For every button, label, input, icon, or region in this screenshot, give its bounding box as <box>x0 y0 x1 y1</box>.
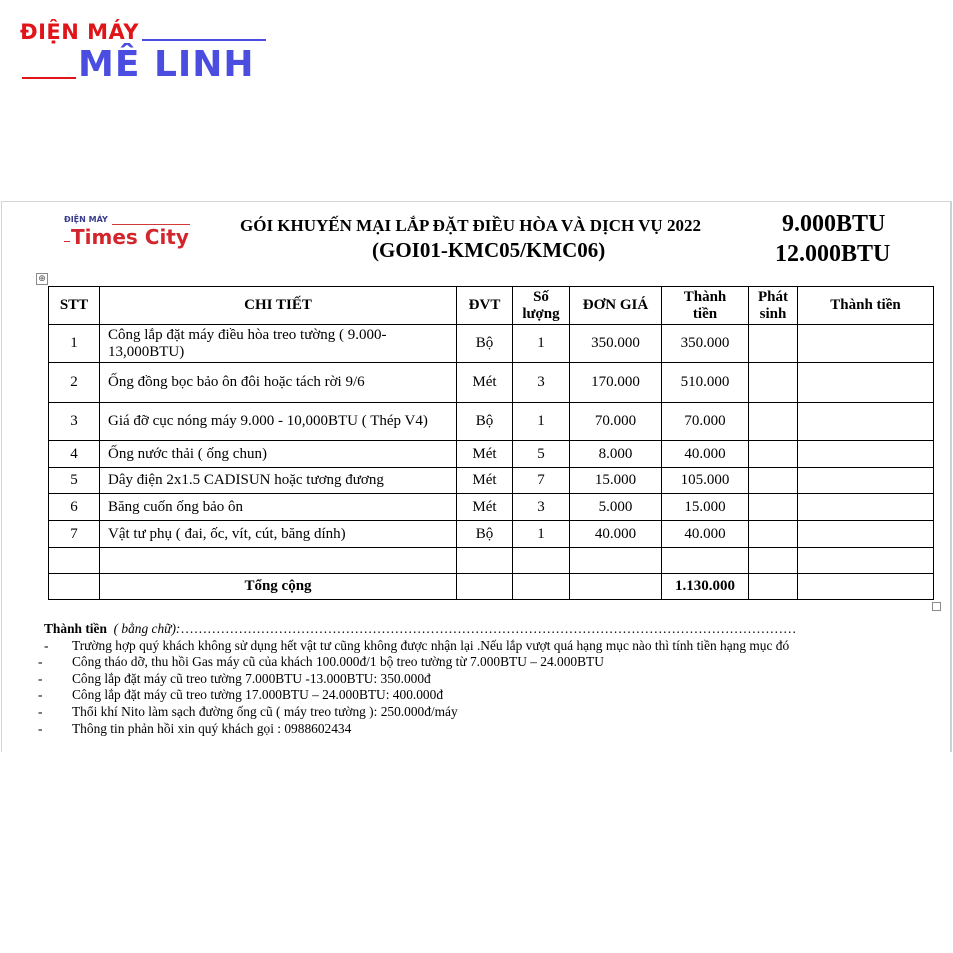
document-title: GÓI KHUYẾN MẠI LẮP ĐẶT ĐIỀU HÒA VÀ DỊCH VỤ 2022 <box>240 216 701 235</box>
cell-price: 170.000 <box>570 363 662 403</box>
cell-total <box>798 363 934 403</box>
cell-unit: Mét <box>457 441 513 468</box>
cell-price: 5.000 <box>570 494 662 521</box>
cell-extra <box>749 403 798 441</box>
table-row <box>49 363 934 403</box>
table-row <box>49 468 934 494</box>
cell-qty: 7 <box>513 468 570 494</box>
times-city-logo-text: Times City <box>71 225 189 249</box>
cell-unit: Bộ <box>457 403 513 441</box>
cell-unit: Bộ <box>457 521 513 548</box>
cell-total <box>798 494 934 521</box>
note-item: - Thổi khí Nito làm sạch đường ống cũ ( máy treo tường ): 250.000đ/máy <box>38 703 458 719</box>
times-city-logo-big <box>64 225 189 249</box>
table-resize-handle-icon[interactable] <box>932 602 941 611</box>
cell-stt: 2 <box>49 363 100 403</box>
cell-detail: Ống nước thải ( ống chun) <box>100 441 457 468</box>
cell-extra <box>749 521 798 548</box>
cell-stt: 4 <box>49 441 100 468</box>
cell-qty: 1 <box>513 325 570 363</box>
header-unit: ĐVT <box>457 287 513 325</box>
note-item: - Thông tin phản hồi xin quý khách gọi : 0988602434 <box>38 720 352 736</box>
cell-price: 70.000 <box>570 403 662 441</box>
table-row <box>49 521 934 548</box>
cell-extra <box>749 325 798 363</box>
header-qty: Số lượng <box>513 287 570 325</box>
brand-rule-red <box>22 77 76 79</box>
table-total-row <box>49 574 934 600</box>
times-city-logo-small: ĐIỆN MÁY <box>64 215 108 224</box>
table-row <box>49 441 934 468</box>
table-row <box>49 403 934 441</box>
cell-price: 8.000 <box>570 441 662 468</box>
cell-extra <box>749 363 798 403</box>
cell-detail: Ống đồng bọc bảo ôn đôi hoặc tách rời 9/6 <box>100 363 457 403</box>
cell-total <box>798 441 934 468</box>
cell-detail: Giá đỡ cục nóng máy 9.000 - 10,000BTU ( Thép V4) <box>100 403 457 441</box>
header-total: Thành tiền <box>798 287 934 325</box>
cell-total <box>798 325 934 363</box>
cell-extra <box>749 468 798 494</box>
table-header-row <box>49 287 934 325</box>
table-move-handle-icon[interactable]: ⊕ <box>36 273 48 285</box>
items-table <box>48 286 934 600</box>
cell-amount: 350.000 <box>662 325 749 363</box>
table-row-empty <box>49 548 934 574</box>
cell-unit: Mét <box>457 494 513 521</box>
btu-label-1: 9.000BTU <box>782 211 886 237</box>
cell-total <box>798 403 934 441</box>
brand-line2: MÊ LINH <box>78 44 255 85</box>
header-price: ĐƠN GIÁ <box>570 287 662 325</box>
cell-price: 15.000 <box>570 468 662 494</box>
note-item: - Công lắp đặt máy cũ treo tường 7.000BTU -13.000BTU: 350.000đ <box>38 670 431 686</box>
cell-qty: 3 <box>513 363 570 403</box>
amount-in-words: Thành tiền ( bằng chữ):………………………………………………………………………………………………………………………… <box>44 621 797 636</box>
cell-unit: Mét <box>457 468 513 494</box>
cell-total <box>798 468 934 494</box>
brand-logo <box>20 20 280 90</box>
cell-stt: 6 <box>49 494 100 521</box>
cell-stt: 3 <box>49 403 100 441</box>
document-code: (GOI01-KMC05/KMC06) <box>372 238 606 262</box>
header-stt: STT <box>49 287 100 325</box>
cell-amount: 40.000 <box>662 441 749 468</box>
cell-price: 350.000 <box>570 325 662 363</box>
cell-amount: 510.000 <box>662 363 749 403</box>
cell-qty: 5 <box>513 441 570 468</box>
note-item: - Công tháo dỡ, thu hồi Gas máy cũ của khách 100.000đ/1 bộ treo tường từ 7.000BTU – 24.000BTU <box>38 654 604 670</box>
header-extra: Phát sinh <box>749 287 798 325</box>
times-city-logo <box>64 215 194 255</box>
cell-qty: 3 <box>513 494 570 521</box>
cell-stt: 1 <box>49 325 100 363</box>
cell-stt: 5 <box>49 468 100 494</box>
cell-detail: Vật tư phụ ( đai, ốc, vít, cút, băng dính) <box>100 521 457 548</box>
brand-rule-blue <box>142 39 266 41</box>
cell-amount: 70.000 <box>662 403 749 441</box>
cell-detail: Dây điện 2x1.5 CADISUN hoặc tương đương <box>100 468 457 494</box>
cell-qty: 1 <box>513 403 570 441</box>
total-label: Tổng cộng <box>100 574 457 600</box>
table-row <box>49 325 934 363</box>
cell-qty: 1 <box>513 521 570 548</box>
btu-label-2: 12.000BTU <box>775 241 891 267</box>
cell-extra <box>749 441 798 468</box>
note-item: - Công lắp đặt máy cũ treo tường 17.000BTU – 24.000BTU: 400.000đ <box>38 687 444 703</box>
table-row <box>49 494 934 521</box>
cell-detail: Công lắp đặt máy điều hòa treo tường ( 9.000- 13,000BTU) <box>100 325 457 363</box>
header-amount: Thành tiền <box>662 287 749 325</box>
cell-stt: 7 <box>49 521 100 548</box>
cell-total <box>798 521 934 548</box>
cell-detail: Băng cuốn ống bảo ôn <box>100 494 457 521</box>
cell-amount: 15.000 <box>662 494 749 521</box>
note-item: - Trường hợp quý khách không sử dụng hết vật tư cũng không được nhận lại .Nếu lắp vượt quá hạng mục nào thì tính tiền hạng mục đó <box>44 637 790 653</box>
total-amount: 1.130.000 <box>662 574 749 600</box>
cell-extra <box>749 494 798 521</box>
cell-amount: 40.000 <box>662 521 749 548</box>
cell-price: 40.000 <box>570 521 662 548</box>
cell-unit: Mét <box>457 363 513 403</box>
cell-amount: 105.000 <box>662 468 749 494</box>
notes-section <box>38 621 796 737</box>
cell-unit: Bộ <box>457 325 513 363</box>
brand-line1: ĐIỆN MÁY <box>20 20 139 44</box>
header-detail: CHI TIẾT <box>100 287 457 325</box>
